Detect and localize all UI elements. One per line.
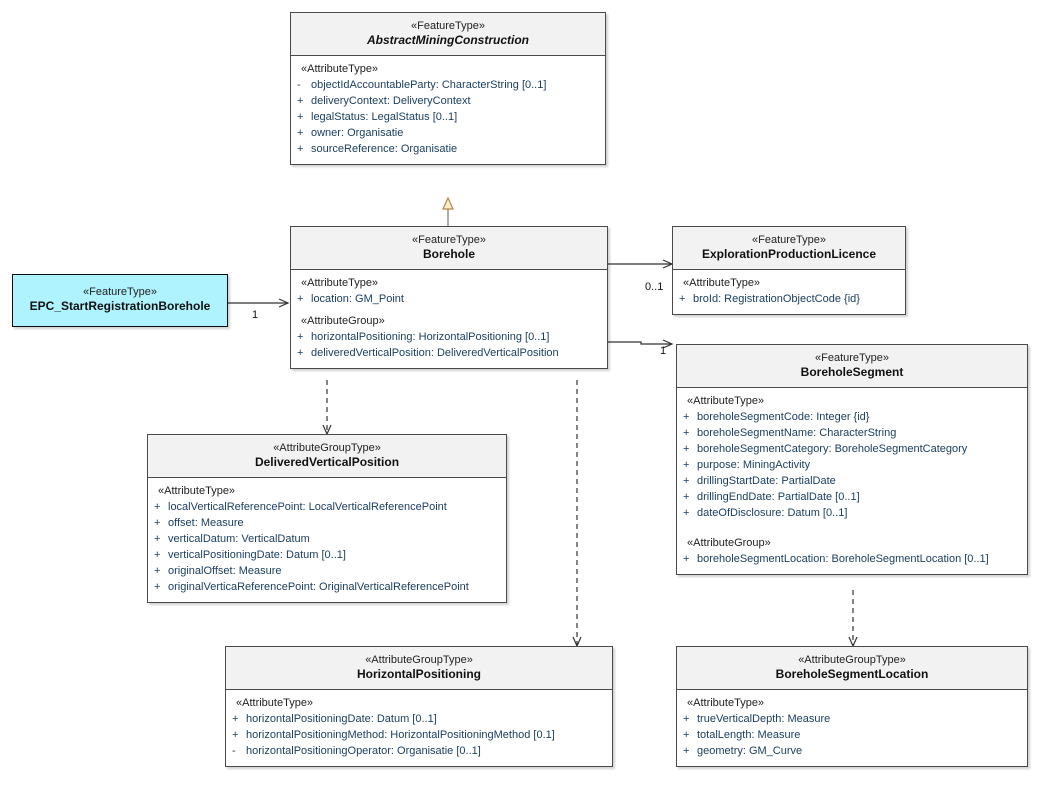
attribute-row [297, 125, 599, 141]
visibility-marker: + [297, 331, 304, 343]
attribute-row [683, 425, 1021, 441]
class-header [13, 275, 227, 326]
visibility-marker: + [679, 293, 686, 305]
attribute-type-label: «AttributeType» [687, 395, 765, 407]
attribute-row [154, 499, 500, 515]
visibility-marker: + [683, 427, 690, 439]
class-name: Borehole [422, 247, 475, 261]
attributes-compartment [677, 388, 1027, 528]
class-name: BoreholeSegment [800, 365, 904, 379]
attribute-row [154, 531, 500, 547]
attributes-compartment [291, 56, 605, 164]
attribute-row [683, 441, 1021, 457]
multiplicity-epc-to-borehole: 1 [252, 309, 259, 321]
attribute-text: trueVerticalDepth: Measure [697, 713, 831, 725]
visibility-marker: + [154, 581, 161, 593]
attribute-text: owner: Organisatie [311, 127, 404, 139]
attribute-text: horizontalPositioningMethod: HorizontalPositioningMethod [0.1] [246, 729, 555, 741]
attribute-row [297, 109, 599, 125]
attribute-row [679, 291, 899, 307]
class-header [291, 13, 605, 56]
attribute-row [232, 743, 606, 759]
class-stereotype: «AttributeGroupType» [798, 654, 906, 666]
visibility-marker: + [154, 565, 161, 577]
attribute-text: deliveredVerticalPosition: DeliveredVerticalPosition [311, 347, 559, 359]
class-name: EPC_StartRegistrationBorehole [29, 299, 211, 313]
visibility-marker: - [297, 79, 301, 91]
attribute-type-label: «AttributeType» [683, 277, 761, 289]
visibility-marker: + [154, 501, 161, 513]
visibility-marker: + [683, 729, 690, 741]
visibility-marker: + [297, 95, 304, 107]
attribute-row [683, 743, 1021, 759]
attribute-text: boreholeSegmentName: CharacterString [697, 427, 897, 439]
class-stereotype: «FeatureType» [815, 352, 889, 364]
attribute-row [297, 345, 601, 361]
attribute-text: boreholeSegmentCode: Integer {id} [697, 411, 870, 423]
attribute-text: dateOfDisclosure: Datum [0..1] [697, 507, 848, 519]
attributes-compartment [291, 270, 607, 314]
attribute-text: geometry: GM_Curve [697, 745, 803, 757]
visibility-marker: + [232, 713, 239, 725]
attribute-group-label: «AttributeGroup» [301, 315, 385, 327]
attribute-text: purpose: MiningActivity [697, 459, 811, 471]
attribute-type-label: «AttributeType» [301, 277, 379, 289]
attribute-text: boreholeSegmentLocation: BoreholeSegmentLocation [0..1] [697, 553, 989, 565]
attribute-row [297, 291, 601, 307]
attribute-text: broId: RegistrationObjectCode {id} [693, 293, 860, 305]
attribute-row [232, 727, 606, 743]
attribute-row [683, 409, 1021, 425]
class-name: BoreholeSegmentLocation [775, 667, 929, 681]
class-header [148, 435, 506, 478]
attribute-type-label: «AttributeType» [236, 697, 314, 709]
attribute-type-label: «AttributeType» [158, 485, 236, 497]
attribute-text: location: GM_Point [311, 293, 404, 305]
visibility-marker: + [683, 443, 690, 455]
attribute-text: offset: Measure [168, 517, 244, 529]
attribute-text: objectIdAccountableParty: CharacterString [0..1] [311, 79, 547, 91]
attribute-row [154, 563, 500, 579]
class-stereotype: «FeatureType» [752, 234, 826, 246]
class-abstract-mining-construction[interactable] [290, 12, 606, 165]
visibility-marker: + [297, 143, 304, 155]
attribute-row [297, 329, 601, 345]
attribute-text: horizontalPositioningOperator: Organisatie [0..1] [246, 745, 481, 757]
visibility-marker: + [154, 533, 161, 545]
attribute-row [683, 551, 1021, 567]
multiplicity-borehole-to-segment: 1 [660, 345, 667, 357]
attribute-text: verticalDatum: VerticalDatum [168, 533, 310, 545]
attribute-row [683, 457, 1021, 473]
attribute-text: drillingStartDate: PartialDate [697, 475, 836, 487]
attribute-type-label: «AttributeType» [301, 63, 379, 75]
attributes-compartment [148, 478, 506, 602]
attributes-compartment [226, 690, 612, 766]
visibility-marker: + [683, 459, 690, 471]
attribute-row [683, 505, 1021, 521]
attribute-text: localVerticalReferencePoint: LocalVerticalReferencePoint [168, 501, 447, 513]
attribute-row [154, 579, 500, 595]
class-stereotype: «FeatureType» [412, 234, 486, 246]
class-header [226, 647, 612, 690]
class-name: HorizontalPositioning [357, 667, 481, 681]
attribute-text: verticalPositioningDate: Datum [0..1] [168, 549, 346, 561]
class-name: ExplorationProductionLicence [701, 247, 877, 261]
attribute-row [683, 473, 1021, 489]
class-stereotype: «FeatureType» [83, 286, 157, 298]
attribute-text: sourceReference: Organisatie [311, 143, 458, 155]
attribute-row [683, 711, 1021, 727]
class-borehole-segment[interactable] [676, 344, 1028, 575]
class-stereotype: «AttributeGroupType» [365, 654, 473, 666]
class-name: DeliveredVerticalPosition [254, 455, 400, 469]
class-delivered-vertical-position[interactable] [147, 434, 507, 603]
attribute-text: totalLength: Measure [697, 729, 801, 741]
visibility-marker: + [683, 745, 690, 757]
attributes-compartment [673, 270, 905, 314]
visibility-marker: + [297, 347, 304, 359]
attribute-row [297, 93, 599, 109]
visibility-marker: + [683, 475, 690, 487]
attribute-text: originalVerticaReferencePoint: OriginalVerticalReferencePoint [168, 581, 469, 593]
visibility-marker: + [683, 553, 690, 565]
class-name: AbstractMiningConstruction [367, 33, 529, 47]
attribute-group-label: «AttributeGroup» [687, 537, 771, 549]
visibility-marker: + [683, 713, 690, 725]
visibility-marker: + [683, 491, 690, 503]
attribute-text: horizontalPositioning: HorizontalPositioning [0..1] [311, 331, 550, 343]
attribute-row [683, 727, 1021, 743]
attribute-row [683, 489, 1021, 505]
attribute-row [154, 547, 500, 563]
attribute-row [297, 77, 599, 93]
attribute-text: horizontalPositioningDate: Datum [0..1] [246, 713, 437, 725]
class-borehole-segment-location[interactable] [676, 646, 1028, 767]
multiplicity-borehole-to-licence: 0..1 [645, 281, 664, 293]
class-horizontal-positioning[interactable] [225, 646, 613, 767]
class-exploration-production-licence[interactable] [672, 226, 906, 315]
attributes-compartment [677, 690, 1027, 766]
visibility-marker: + [297, 127, 304, 139]
visibility-marker: + [683, 411, 690, 423]
visibility-marker: + [297, 111, 304, 123]
attribute-row [232, 711, 606, 727]
attribute-row [154, 515, 500, 531]
class-stereotype: «FeatureType» [411, 20, 485, 32]
class-header [677, 647, 1027, 690]
attribute-text: boreholeSegmentCategory: BoreholeSegmentCategory [697, 443, 968, 455]
visibility-marker: + [297, 293, 304, 305]
class-header [673, 227, 905, 270]
attribute-text: deliveryContext: DeliveryContext [311, 95, 471, 107]
attribute-group-compartment [291, 314, 607, 368]
visibility-marker: + [683, 507, 690, 519]
class-epc-start-registration-borehole[interactable] [12, 274, 228, 327]
visibility-marker: + [154, 517, 161, 529]
attribute-text: originalOffset: Measure [168, 565, 282, 577]
visibility-marker: + [154, 549, 161, 561]
visibility-marker: - [232, 745, 236, 757]
attribute-text: drillingEndDate: PartialDate [0..1] [697, 491, 860, 503]
class-stereotype: «AttributeGroupType» [273, 442, 381, 454]
attribute-text: legalStatus: LegalStatus [0..1] [311, 111, 458, 123]
class-borehole[interactable] [290, 226, 608, 369]
visibility-marker: + [232, 729, 239, 741]
attribute-row [297, 141, 599, 157]
attribute-group-compartment [677, 528, 1027, 574]
class-header [291, 227, 607, 270]
class-header [677, 345, 1027, 388]
attribute-type-label: «AttributeType» [687, 697, 765, 709]
